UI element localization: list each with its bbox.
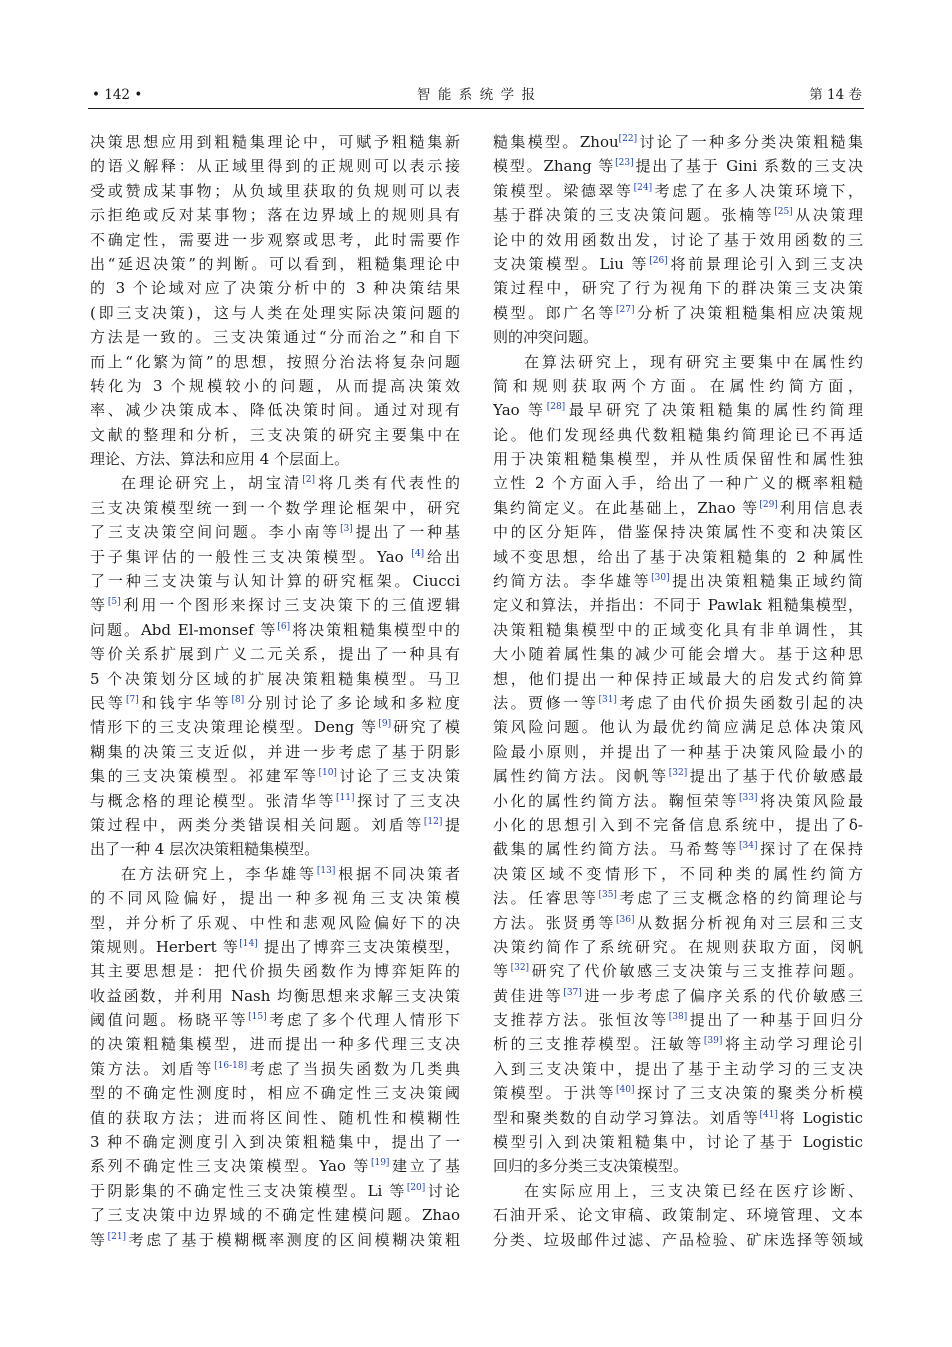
text-run: 率、减少决策成本、降低决策时间。通过对现有 — [90, 401, 460, 420]
text-run: 糊集的决策三支近似，并进一步考虑了基于阴影 — [90, 742, 460, 761]
text-line — [493, 691, 863, 715]
citation-ref: [19] — [370, 1158, 390, 1169]
text-line — [90, 569, 460, 593]
text-run: 考虑了由代价损失函数引起的决 — [616, 693, 863, 712]
text-line — [90, 203, 460, 227]
text-run: 了一种三支决策与认知计算的研究框架。Ciucci — [90, 572, 460, 591]
text-run: 模型。Zhang 等 — [493, 157, 616, 176]
text-run: 等 — [90, 596, 108, 615]
text-line — [90, 618, 460, 642]
text-run: 中的区分矩阵，借鉴保持决策属性不变和决策区 — [493, 523, 863, 542]
text-run: 出了一种 4 层次决策粗糙集模型。 — [90, 840, 320, 859]
text-line — [493, 813, 863, 837]
text-run: 析的三支推荐模型。汪敏等 — [493, 1035, 704, 1054]
journal-title: 智能系统学报 — [416, 87, 543, 103]
text-line — [493, 350, 863, 374]
citation-ref: [11] — [336, 792, 355, 803]
text-line — [90, 1228, 460, 1252]
text-line — [90, 959, 460, 983]
citation-ref: [33] — [739, 792, 758, 803]
text-line — [493, 1203, 863, 1227]
text-run: 提 — [442, 815, 460, 834]
text-line — [493, 130, 863, 154]
text-line — [493, 496, 863, 520]
text-run: 型，并分析了乐观、中性和悲观风险偏好下的决 — [90, 913, 460, 932]
text-line — [90, 1154, 460, 1178]
text-line — [90, 1179, 460, 1203]
text-run: 截集的属性约简方法。马希骜等 — [493, 840, 740, 859]
text-run: 模型引入到决策粗糙集中，讨论了基于 Logistic — [493, 1133, 863, 1152]
text-line — [493, 862, 863, 886]
text-run: 法。任睿思等 — [493, 889, 599, 908]
text-line — [493, 154, 863, 178]
text-line — [90, 1008, 460, 1032]
text-run: 3 种不确定测度引入到决策粗糙集中，提出了一 — [90, 1133, 460, 1152]
text-run: 决策区域不变情形下，不同种类的属性约简方 — [493, 864, 863, 883]
text-line — [90, 374, 460, 398]
text-run: 想，他们提出一种保持正域最大的启发式约简算 — [493, 669, 863, 688]
text-line — [493, 911, 863, 935]
citation-ref: [32] — [510, 963, 530, 974]
citation-ref: [34] — [739, 841, 758, 852]
text-run: 于子集评估的一般性三支决策模型。Yao — [90, 547, 412, 566]
text-run: 型的不确定性测度时，相应不确定性三支决策阈 — [90, 1084, 460, 1103]
text-run: 黄佳进等 — [493, 986, 564, 1005]
text-line — [493, 1081, 863, 1105]
text-line — [493, 959, 863, 983]
text-line — [493, 1032, 863, 1056]
text-run: 的语义解释：从正域里得到的正规则可以表示接 — [90, 157, 460, 176]
text-line — [493, 374, 863, 398]
text-run: 法。贾修一等 — [493, 693, 599, 712]
text-line — [90, 154, 460, 178]
text-run: 与概念格的理论模型。张清华等 — [90, 791, 337, 810]
text-line — [493, 618, 863, 642]
text-line — [493, 471, 863, 495]
text-run: 分析了决策粗糙集相应决策规 — [634, 303, 863, 322]
citation-ref: [40] — [616, 1085, 635, 1096]
text-run: 探讨了在保持 — [757, 840, 863, 859]
text-line — [493, 569, 863, 593]
text-run: 属性约简方法。闵帆等 — [493, 767, 669, 786]
text-run: 简和规则获取两个方面。在属性约简方面， — [493, 376, 863, 395]
citation-ref: [41] — [759, 1109, 778, 1120]
text-line — [90, 667, 460, 691]
text-line — [90, 276, 460, 300]
text-run: 策过程中，研究了行为视角下的群决策三支决策 — [493, 279, 863, 298]
text-run: 定义和算法，并指出：不同于 Pawlak 粗糙集模型， — [493, 596, 863, 615]
citation-ref: [28] — [546, 402, 566, 413]
text-run: 用于决策粗糙集模型，并从性质保留性和属性独 — [493, 450, 863, 469]
text-run: 最早研究了决策粗糙集的属性约简理 — [565, 401, 863, 420]
running-header — [88, 82, 864, 109]
text-run: Yao 等 — [493, 401, 547, 420]
text-run: 策风险问题。他认为最优约简应满足总体决策风 — [493, 718, 863, 737]
citation-ref: [5] — [107, 597, 121, 608]
text-run: 小化的属性约简方法。鞠恒荣等 — [493, 791, 740, 810]
text-line — [493, 325, 863, 349]
text-run: 支推荐方法。张恒汝等 — [493, 1011, 669, 1030]
text-line — [90, 545, 460, 569]
text-line — [90, 886, 460, 910]
citation-ref: [15] — [248, 1012, 267, 1023]
text-line — [90, 691, 460, 715]
text-run: 情形下的三支决策理论模型。Deng 等 — [90, 718, 379, 737]
text-run: 等 — [90, 1230, 108, 1249]
text-line — [493, 520, 863, 544]
text-line — [90, 813, 460, 837]
citation-ref: [8] — [231, 694, 245, 705]
text-line — [90, 911, 460, 935]
text-run: 险最小原则，并提出了一种基于决策风险最小的 — [493, 742, 863, 761]
text-line — [493, 667, 863, 691]
text-run: 将决策粗糙集模型中的 — [290, 620, 460, 639]
text-run: 分别讨论了多论域和多粒度 — [244, 693, 460, 712]
text-run: 提出了基于代价敏感最 — [687, 767, 863, 786]
citation-ref: [7] — [125, 694, 139, 705]
citation-ref: [3] — [340, 524, 353, 535]
text-line — [90, 130, 460, 154]
text-line — [90, 398, 460, 422]
text-run: 方法是一致的。三支决策通过“分而治之”和自下 — [90, 328, 460, 347]
citation-ref: [4] — [411, 548, 425, 559]
text-line — [493, 1154, 863, 1178]
text-line — [90, 1081, 460, 1105]
text-line — [493, 423, 863, 447]
text-run: 文献的整理和分析，三支决策的研究主要集中在 — [90, 425, 460, 444]
left-text-column — [90, 130, 460, 1252]
text-line — [493, 252, 863, 276]
text-run: 在理论研究上，胡宝清 — [121, 474, 303, 493]
citation-ref: [10] — [318, 768, 337, 779]
citation-ref: [24] — [633, 182, 653, 193]
citation-ref: [26] — [649, 255, 668, 266]
citation-ref: [35] — [598, 890, 617, 901]
text-line — [493, 837, 863, 861]
text-line — [493, 789, 863, 813]
text-run: 论。他们发现经典代数粗糙集约简理论已不再适 — [493, 425, 863, 444]
text-run: 策模型。于洪等 — [493, 1084, 617, 1103]
text-run: 探讨了三支决 — [354, 791, 460, 810]
text-run: 理论、方法、算法和应用 4 个层面上。 — [90, 450, 350, 469]
text-run: 转化为 3 个规模较小的问题，从而提高决策效 — [90, 376, 460, 395]
text-line — [90, 789, 460, 813]
right-text-column — [493, 130, 863, 1252]
text-run: 5 个决策划分区域的扩展决策粗糙集模型。马卫 — [90, 669, 460, 688]
text-run: 给出 — [424, 547, 460, 566]
citation-ref: [27] — [616, 304, 635, 315]
text-run: 决策粗糙集模型中的正域变化具有非单调性，其 — [493, 620, 863, 639]
citation-ref: [29] — [759, 499, 778, 510]
text-line — [90, 179, 460, 203]
citation-ref: [30] — [651, 573, 670, 584]
citation-ref: [16-18] — [214, 1060, 248, 1071]
text-run: 型和聚类数的自动学习算法。刘盾等 — [493, 1108, 760, 1127]
text-run: 模型。郎广名等 — [493, 303, 617, 322]
text-run: 考虑了三支概念格的约简理论与 — [616, 889, 863, 908]
citation-ref: [38] — [668, 1012, 688, 1023]
citation-ref: [12] — [423, 816, 443, 827]
text-run: 和钱宇华等 — [138, 693, 232, 712]
text-run: 示拒绝或反对某事物；落在边界域上的规则具有 — [90, 206, 460, 225]
text-run: 提出了一种基 — [352, 523, 460, 542]
text-run: 受或赞成某事物；从负域里获取的负规则可以表 — [90, 181, 460, 200]
citation-ref: [32] — [668, 768, 688, 779]
text-line — [90, 862, 460, 886]
text-run: 了三支决策空间问题。李小南等 — [90, 523, 341, 542]
text-run: 于阴影集的不确定性三支决策模型。Li 等 — [90, 1181, 407, 1200]
text-line — [90, 837, 460, 861]
text-line — [493, 179, 863, 203]
text-run: 探讨了三支决策的聚类分析模 — [634, 1084, 863, 1103]
text-line — [493, 740, 863, 764]
text-run: 立性 2 个方面入手，给出了一种广义的概率粗糙 — [493, 474, 863, 493]
text-line — [90, 301, 460, 325]
text-line — [90, 471, 460, 495]
text-line — [90, 447, 460, 471]
text-line — [90, 423, 460, 447]
text-run: 策过程中，两类分类错误相关问题。刘盾等 — [90, 815, 424, 834]
text-run: 将决策风险最 — [757, 791, 863, 810]
text-run: 了三支决策中边界域的不确定性建模问题。Zhao — [90, 1206, 460, 1225]
text-run: 的不同风险偏好，提出一种多视角三支决策模 — [90, 889, 460, 908]
citation-ref: [23] — [615, 158, 634, 169]
text-run: 研究了代价敏感三支决策与三支推荐问题。 — [529, 962, 863, 981]
text-line — [90, 764, 460, 788]
citation-ref: [13] — [316, 865, 336, 876]
text-run: 集约简定义。在此基础上，Zhao 等 — [493, 498, 760, 517]
text-line — [90, 740, 460, 764]
text-line — [90, 642, 460, 666]
text-run: (即三支决策)，这与人类在处理实际决策问题的 — [90, 303, 460, 322]
citation-ref: [31] — [598, 694, 617, 705]
text-run: 阈值问题。杨晓平等 — [90, 1011, 249, 1030]
text-run: 将几类有代表性的 — [314, 474, 460, 493]
citation-ref: [2] — [302, 475, 315, 486]
text-line — [90, 1106, 460, 1130]
text-run: 在方法研究上，李华雄等 — [121, 864, 317, 883]
text-run: 提出了一种基于回归分 — [687, 1011, 863, 1030]
text-run: 根据不同决策者 — [335, 864, 460, 883]
text-run: 等 — [493, 962, 511, 981]
text-run: 利用信息表 — [777, 498, 863, 517]
text-run: 石油开采、论文审稿、政策制定、环境管理、文本 — [493, 1206, 863, 1225]
text-run: 收益函数，并利用 Nash 均衡思想来求解三支决策 — [90, 986, 460, 1005]
text-run: 将前景理论引入到三支决 — [667, 254, 863, 273]
text-run: 集的三支决策模型。祁建军等 — [90, 767, 319, 786]
citation-ref: [21] — [107, 1231, 127, 1242]
text-run: 讨论了三支决策 — [336, 767, 460, 786]
text-run: 将主动学习理论引 — [722, 1035, 863, 1054]
text-run: 进一步考虑了偏序关系的代价敏感三 — [581, 986, 863, 1005]
text-run: 在算法研究上，现有研究主要集中在属性约 — [524, 352, 863, 371]
text-run: 策模型。梁德翠等 — [493, 181, 634, 200]
text-run: 研究了模 — [391, 718, 460, 737]
text-run: 约简方法。李华雄等 — [493, 572, 652, 591]
text-line — [493, 935, 863, 959]
text-run: 从决策理 — [792, 206, 863, 225]
text-line — [493, 764, 863, 788]
text-run: 利用一个图形来探讨三支决策下的三值逻辑 — [120, 596, 460, 615]
text-run: 方法。张贤勇等 — [493, 913, 617, 932]
text-run: 而上“化繁为简”的思想，按照分治法将复杂问题 — [90, 352, 460, 371]
text-run: 小化的思想引入到不完备信息系统中，提出了δ- — [493, 815, 863, 834]
text-run: 考虑了基于模糊概率测度的区间模糊决策粗 — [126, 1230, 460, 1249]
text-run: 大小随着属性集的减少可能会增大。基于这种思 — [493, 645, 863, 664]
text-line — [90, 593, 460, 617]
text-run: 其主要思想是：把代价损失函数作为博弈矩阵的 — [90, 962, 460, 981]
text-run: 支决策模型。Liu 等 — [493, 254, 650, 273]
text-run: 出“延迟决策”的判断。可以看到，粗糙集理论中 — [90, 254, 460, 273]
text-line — [493, 203, 863, 227]
citation-ref: [20] — [406, 1182, 426, 1193]
text-line — [90, 1032, 460, 1056]
text-line — [90, 984, 460, 1008]
text-run: 不确定性，需要进一步观察或思考，此时需要作 — [90, 230, 460, 249]
text-run: 三支决策模型统一到一个数学理论框架中，研究 — [90, 498, 460, 517]
text-run: 的决策粗糙集模型，进而提出一种多代理三支决 — [90, 1035, 460, 1054]
text-line — [493, 1008, 863, 1032]
text-run: 回归的多分类三支决策模型。 — [493, 1157, 689, 1176]
text-run: 讨论 — [425, 1181, 460, 1200]
text-run: 考虑了在多人决策环境下， — [652, 181, 863, 200]
text-line — [90, 1057, 460, 1081]
text-line — [90, 252, 460, 276]
text-line — [493, 1130, 863, 1154]
citation-ref: [6] — [277, 621, 291, 632]
text-run: 糙集模型。Zhou — [493, 133, 619, 151]
text-run: 入到三支决策中，提出了基于主动学习的三支决 — [493, 1059, 863, 1078]
text-line — [493, 398, 863, 422]
text-line — [90, 350, 460, 374]
text-line — [90, 715, 460, 739]
text-run: 域不变思想，给出了基于决策粗糙集的 2 种属性 — [493, 547, 863, 566]
text-line — [90, 1203, 460, 1227]
text-run: 则的冲突问题。 — [493, 328, 599, 347]
text-run: 问题。Abd El-monsef 等 — [90, 620, 278, 639]
text-run: 在实际应用上，三支决策已经在医疗诊断、 — [524, 1181, 863, 1200]
text-run: 的 3 个论域对应了决策分析中的 3 种决策结果 — [90, 279, 460, 298]
text-run: 策规则。Herbert 等 — [90, 937, 240, 956]
text-run: 决策约简作了系统研究。在规则获取方面，闵帆 — [493, 937, 863, 956]
text-line — [90, 325, 460, 349]
text-line — [493, 593, 863, 617]
text-run: 论中的效用函数出发，讨论了基于效用函数的三 — [493, 230, 863, 249]
text-run: 分类、垃圾邮件过滤、产品检验、矿床选择等领域 — [493, 1230, 863, 1249]
text-line — [493, 447, 863, 471]
text-run: 民等 — [90, 693, 126, 712]
text-line — [493, 886, 863, 910]
citation-ref: [36] — [616, 914, 635, 925]
citation-ref: [39] — [703, 1036, 723, 1047]
citation-ref: [25] — [774, 207, 793, 218]
text-run: 基于群决策的三支决策问题。张楠等 — [493, 206, 775, 225]
text-line — [90, 228, 460, 252]
volume-label: 第 14 卷 — [809, 87, 862, 103]
text-run: 系列不确定性三支决策模型。Yao 等 — [90, 1157, 371, 1176]
text-run: 从数据分析视角对三层和三支 — [634, 913, 863, 932]
citation-ref: [9] — [378, 719, 392, 730]
page-number: • 142 • — [92, 87, 143, 103]
text-line — [493, 1228, 863, 1252]
text-line — [493, 642, 863, 666]
text-line — [493, 1179, 863, 1203]
text-line — [90, 520, 460, 544]
text-run: 决策思想应用到粗糙集理论中，可赋予粗糙集新 — [90, 133, 460, 151]
text-line — [493, 276, 863, 300]
text-run: 考虑了多个代理人情形下 — [266, 1011, 460, 1030]
text-run: 提出了博弈三支决策模型， — [257, 937, 460, 956]
citation-ref: [22] — [618, 134, 638, 144]
text-line — [493, 228, 863, 252]
text-run: 将 Logistic — [777, 1108, 863, 1127]
text-line — [90, 935, 460, 959]
text-line — [493, 984, 863, 1008]
text-run: 值的获取方法；进而将区间性、随机性和模糊性 — [90, 1108, 460, 1127]
text-line — [90, 1130, 460, 1154]
text-run: 讨论了一种多分类决策粗糙集 — [637, 133, 863, 151]
citation-ref: [14] — [239, 938, 258, 949]
citation-ref: [37] — [563, 987, 582, 998]
text-run: 提出决策粗糙集正域约简 — [669, 572, 863, 591]
text-line — [493, 1057, 863, 1081]
text-line — [493, 301, 863, 325]
text-line — [493, 545, 863, 569]
text-run: 考虑了当损失函数为几类典 — [247, 1059, 460, 1078]
text-line — [90, 496, 460, 520]
text-run: 提出了基于 Gini 系数的三支决 — [633, 157, 863, 176]
text-run: 等价关系扩展到广义二元关系，提出了一种具有 — [90, 645, 460, 664]
text-run: 建立了基 — [389, 1157, 460, 1176]
text-line — [493, 1106, 863, 1130]
text-run: 策方法。刘盾等 — [90, 1059, 215, 1078]
text-line — [493, 715, 863, 739]
